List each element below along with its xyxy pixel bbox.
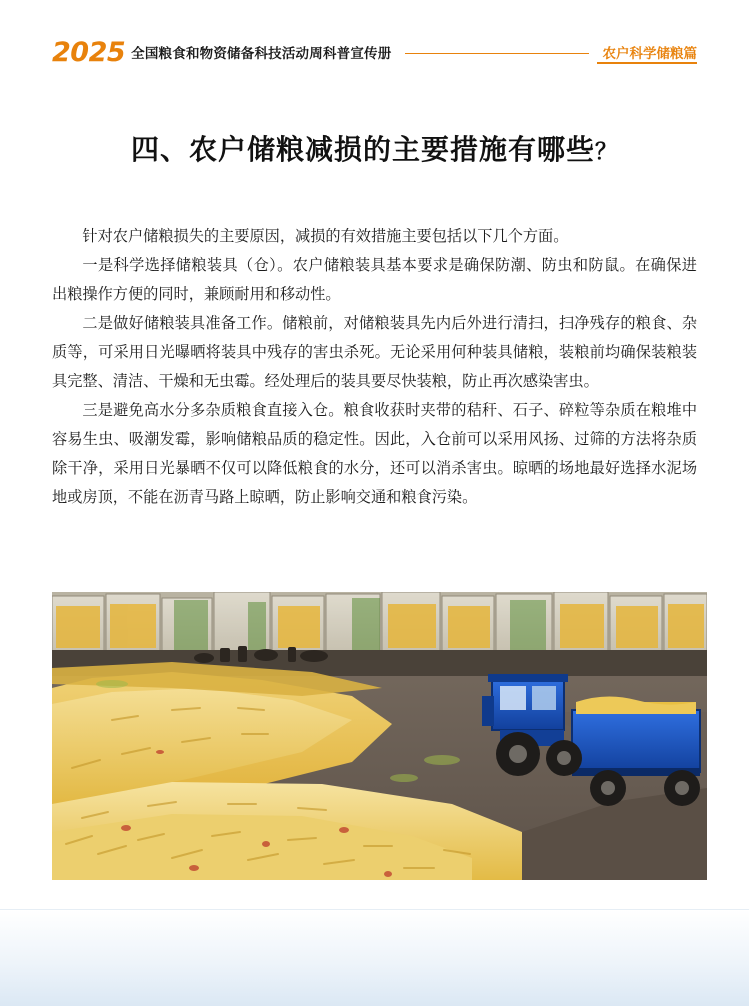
header-section-label: 农户科学储粮篇 (602, 46, 697, 62)
header-title: 全国粮食和物资储备科技活动周科普宣传册 (131, 46, 392, 62)
paragraph-3: 二是做好储粮装具准备工作。储粮前，对储粮装具先内后外进行清扫，扫净残存的粮食、杂质等，可采用日光曝晒将装具中残存的害虫杀死。无论采用何种装具储粮，装粮前均确保装粮装具完整、清洁、干燥和无虫霉。经处理后的装具要尽快装粮，防止再次感染害虫。 (52, 314, 697, 390)
header-section-underline (597, 62, 697, 64)
paragraph-2: 一是科学选择储粮装具（仓）。农户储粮装具基本要求是确保防潮、防虫和防鼠。在确保进出粮操作方便的同时，兼顾耐用和移动性。 (52, 256, 697, 303)
article-photo (52, 592, 707, 880)
page-title (0, 128, 749, 168)
paragraph-1: 针对农户储粮损失的主要原因，减损的有效措施主要包括以下几个方面。 (82, 227, 569, 245)
page-header (52, 34, 697, 70)
page-title-question-mark: ？ (595, 140, 619, 165)
page-title-text: 四、农户储粮减损的主要措施有哪些 (130, 133, 595, 166)
article-body (52, 222, 697, 512)
header-year: 2025 (52, 36, 126, 68)
photo-illustration (52, 592, 707, 880)
paragraph-4: 三是避免高水分多杂质粮食直接入仓。粮食收获时夹带的秸秆、石子、碎粒等杂质在粮堆中容易生虫、吸潮发霉，影响储粮品质的稳定性。因此，入仓前可以采用风扬、过筛的方法将杂质除干净，采用日光暴晒不仅可以降低粮食的水分，还可以消杀害虫。晾晒的场地最好选择水泥场地或房顶，不能在沥青马路上晾晒，防止影响交通和粮食污染。 (52, 401, 697, 506)
footer-band (0, 910, 749, 1006)
header-divider-rule (405, 53, 588, 54)
